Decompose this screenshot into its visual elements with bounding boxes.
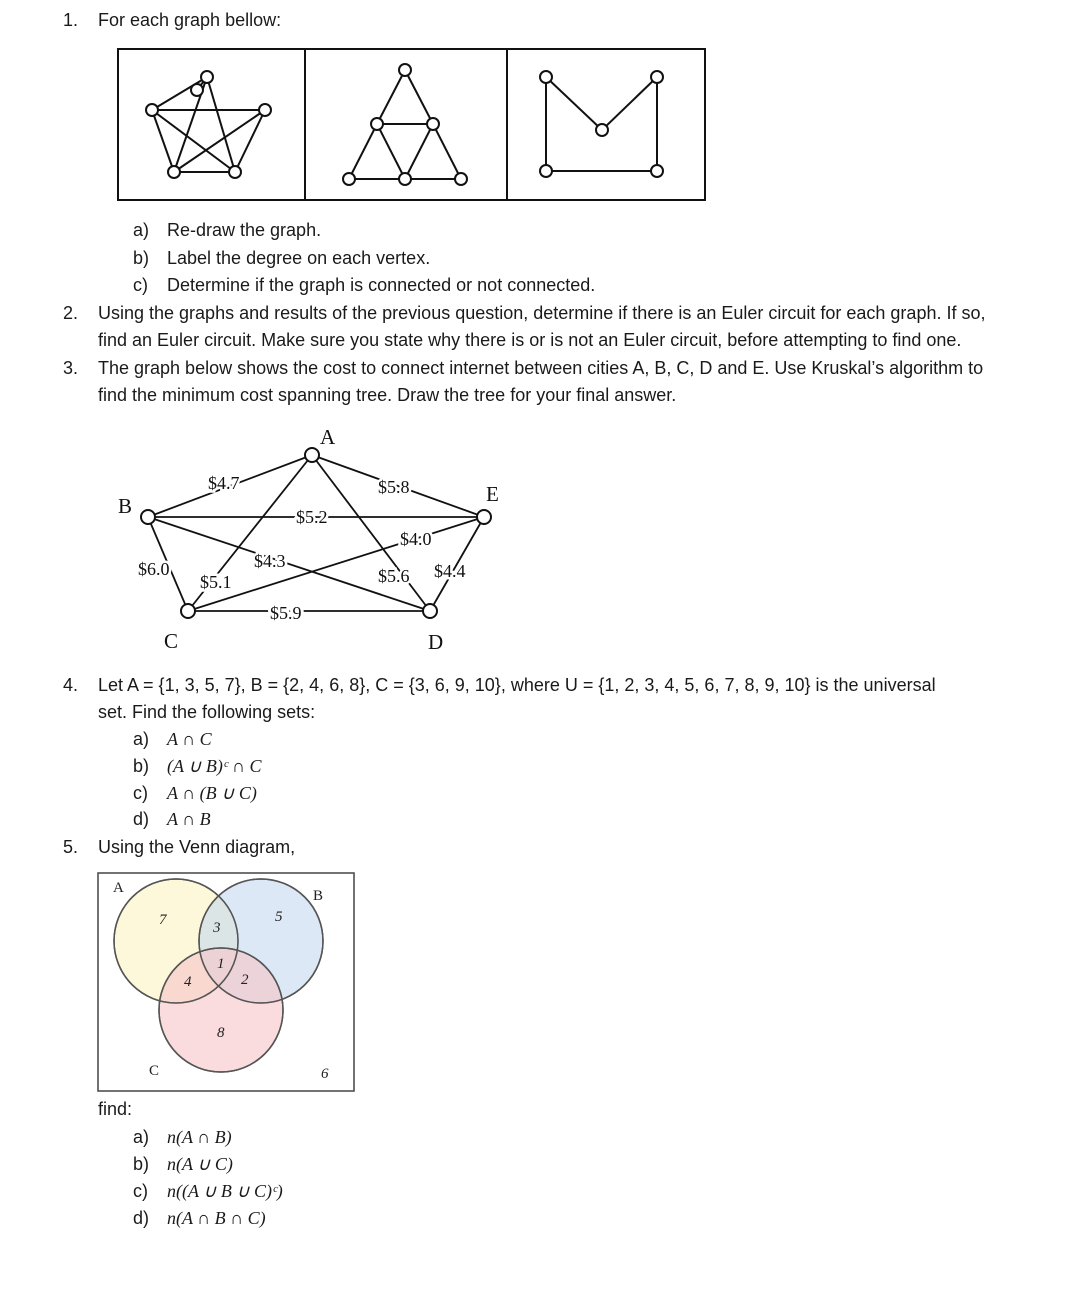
- q1-number: 1.: [63, 10, 79, 30]
- q5-sub-b-text: n(A ∪ C): [167, 1154, 233, 1174]
- q2-line1: Using the graphs and results of the previous question, determine if there is an Euler circuit for each graph. If so,: [98, 303, 986, 323]
- cost-label-a-e: $5.8: [378, 477, 410, 497]
- q3-number: 3.: [63, 358, 79, 378]
- vertex-label-a: A: [320, 425, 336, 449]
- venn-region-a-b-c: 1: [217, 956, 225, 972]
- vertex-b: [141, 510, 155, 524]
- cost-label-e-c: $4.0: [400, 529, 432, 549]
- vertex-label-c: C: [164, 629, 179, 653]
- vertex-e: [477, 510, 491, 524]
- q4-number: 4.: [63, 675, 79, 695]
- vertex-label-b: B: [118, 494, 133, 518]
- vertex-label-e: E: [486, 482, 499, 506]
- q4-sub-d-label: d): [133, 809, 150, 829]
- q3-network-graph: [100, 415, 520, 660]
- q5-sub-a-text: n(A ∩ B): [167, 1127, 232, 1147]
- q4-sub-c-label: c): [133, 783, 148, 803]
- q5-sub-a-label: a): [133, 1127, 150, 1147]
- vertex-a: [305, 448, 319, 462]
- q5-find-label: find:: [98, 1099, 133, 1119]
- q1-sub-c-text: Determine if the graph is connected or not connected.: [167, 275, 596, 295]
- cost-label-b-a: $4.7: [208, 473, 240, 493]
- venn-region-b-only: 5: [275, 909, 283, 925]
- venn-region-c-only: 8: [217, 1025, 225, 1041]
- q4-sub-c-text: A ∩ (B ∪ C): [167, 783, 257, 803]
- q1-sub-b-text: Label the degree on each vertex.: [167, 248, 431, 268]
- cost-label-a-c: $5.1: [200, 572, 232, 592]
- q4-sub-b-text: (A ∪ B)ᶜ ∩ C: [167, 756, 262, 776]
- cost-label-b-d: $4.3: [254, 551, 286, 571]
- q5-sub-b-label: b): [133, 1154, 150, 1174]
- network-edges: [148, 455, 484, 611]
- venn-set-label-b: B: [313, 888, 324, 904]
- venn-region-outside: 6: [321, 1066, 329, 1082]
- q4-line1: Let A = {1, 3, 5, 7}, B = {2, 4, 6, 8}, C = {3, 6, 9, 10}, where U = {1, 2, 3, 4, 5, 6, 7, 8, 9, 10} is the universal: [98, 675, 936, 695]
- q5-sub-d-text: n(A ∩ B ∩ C): [167, 1208, 266, 1228]
- q5-sub-c-text: n((A ∪ B ∪ C)ᶜ): [167, 1181, 283, 1201]
- q1-sub-a-text: Re-draw the graph.: [167, 220, 322, 240]
- q1-sub-a-label: a): [133, 220, 150, 240]
- vertex-c: [181, 604, 195, 618]
- venn-set-label-a: A: [113, 880, 124, 896]
- venn-region-b-c: 2: [241, 972, 249, 988]
- q5-venn-diagram: [97, 872, 357, 1094]
- cost-label-b-c: $6.0: [138, 559, 170, 579]
- venn-region-a-only: 7: [159, 912, 167, 928]
- q4-sub-b-label: b): [133, 756, 150, 776]
- edge-b-d: [148, 517, 430, 611]
- q3-line1: The graph below shows the cost to connect internet between cities A, B, C, D and E. Use Kruskal’s algorithm to: [98, 358, 984, 378]
- q4-sub-d-text: A ∩ B: [167, 809, 211, 829]
- q5-sub-d-label: d): [133, 1208, 150, 1228]
- q4-line2: set. Find the following sets:: [98, 702, 316, 722]
- vertex-d: [423, 604, 437, 618]
- q2-line2: find an Euler circuit. Make sure you state why there is or is not an Euler circuit, before attempting to find one.: [98, 330, 962, 350]
- q2-number: 2.: [63, 303, 79, 323]
- cost-label-b-e: $5.2: [296, 507, 328, 527]
- q1-sub-b-label: b): [133, 248, 150, 268]
- q1-text: For each graph bellow:: [98, 10, 282, 30]
- cost-label-c-d: $5.9: [270, 603, 302, 623]
- q3-line2: find the minimum cost spanning tree. Draw the tree for your final answer.: [98, 385, 677, 405]
- cost-label-e-d: $4.4: [434, 561, 466, 581]
- q1-graphs-figure: [117, 48, 707, 203]
- q5-sub-c-label: c): [133, 1181, 148, 1201]
- venn-region-a-b: 3: [213, 920, 221, 936]
- q5-number: 5.: [63, 837, 79, 857]
- q5-text: Using the Venn diagram,: [98, 837, 296, 857]
- q4-sub-a-label: a): [133, 729, 150, 749]
- venn-region-a-c: 4: [184, 974, 192, 990]
- q4-sub-a-text: A ∩ C: [167, 729, 212, 749]
- cost-label-a-d: $5.6: [378, 566, 410, 586]
- vertex-label-d: D: [428, 630, 444, 654]
- venn-set-label-c: C: [149, 1063, 160, 1079]
- q1-sub-c-label: c): [133, 275, 148, 295]
